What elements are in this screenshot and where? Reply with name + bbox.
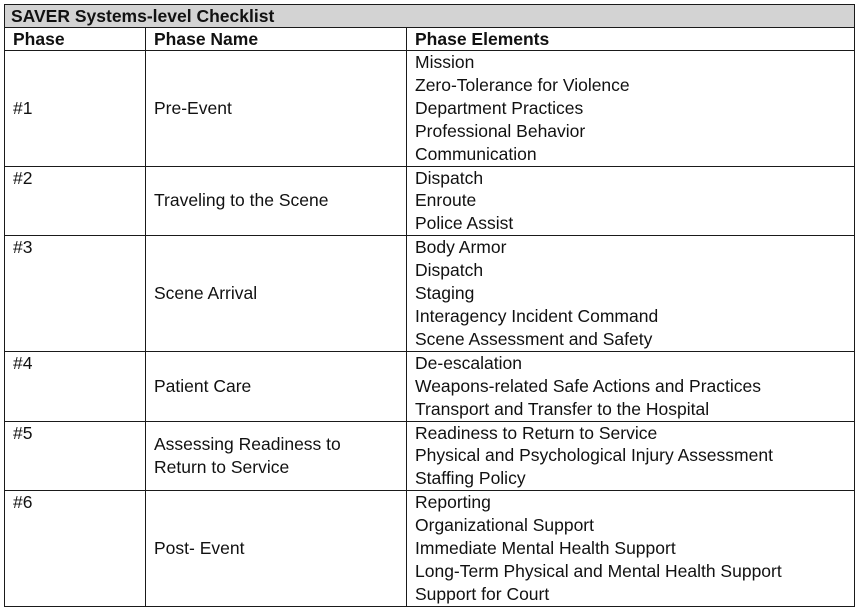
list-item: Reporting [415,492,491,513]
phase-name: Traveling to the Scene [146,166,407,236]
phase-elements [407,166,855,236]
list-item: Police Assist [415,213,514,234]
table-row [5,166,855,236]
table-title: SAVER Systems-level Checklist [5,5,855,28]
list-item: Support for Court [415,583,550,604]
table-row [5,51,855,167]
table-row [5,236,855,352]
phase-name-line: Assessing Readiness to [154,433,341,454]
list-item: Transport and Transfer to the Hospital [415,398,710,419]
list-item: Professional Behavior [415,120,586,141]
list-item: Staffing Policy [415,468,526,489]
phase-elements [407,491,855,607]
list-item: Enroute [415,190,477,211]
phase-number: #4 [5,351,146,421]
phase-name [146,421,407,491]
list-item: Interagency Incident Command [415,305,659,326]
list-item: Long-Term Physical and Mental Health Support [415,560,782,581]
list-item: De-escalation [415,352,522,373]
list-item: Zero-Tolerance for Violence [415,74,630,95]
phase-name: Pre-Event [146,51,407,167]
table-row [5,491,855,607]
phase-number: #6 [5,491,146,607]
phase-name-line: Return to Service [154,456,290,477]
list-item: Communication [415,143,537,164]
header-phase: Phase [5,28,146,51]
list-item: Dispatch [415,167,484,188]
phase-elements [407,421,855,491]
list-item: Organizational Support [415,515,594,536]
list-item: Physical and Psychological Injury Assessment [415,445,773,466]
phase-number: #1 [5,51,146,167]
header-phase-name: Phase Name [146,28,407,51]
list-item: Mission [415,52,475,72]
phase-elements [407,351,855,421]
phase-name: Scene Arrival [146,236,407,352]
phase-name: Post- Event [146,491,407,607]
phase-elements [407,51,855,167]
phase-name: Patient Care [146,351,407,421]
list-item: Immediate Mental Health Support [415,538,676,559]
title-row [5,5,855,28]
phase-number: #5 [5,421,146,491]
list-item: Body Armor [415,237,507,258]
saver-checklist-table [4,4,855,607]
table-row [5,351,855,421]
header-phase-elements: Phase Elements [407,28,855,51]
list-item: Readiness to Return to Service [415,422,658,443]
phase-number: #2 [5,166,146,236]
phase-number: #3 [5,236,146,352]
list-item: Dispatch [415,260,484,281]
list-item: Scene Assessment and Safety [415,328,653,349]
list-item: Staging [415,283,475,304]
header-row [5,28,855,51]
checklist-page [4,4,854,607]
table-row [5,421,855,491]
list-item: Weapons-related Safe Actions and Practices [415,375,761,396]
list-item: Department Practices [415,97,584,118]
phase-elements [407,236,855,352]
